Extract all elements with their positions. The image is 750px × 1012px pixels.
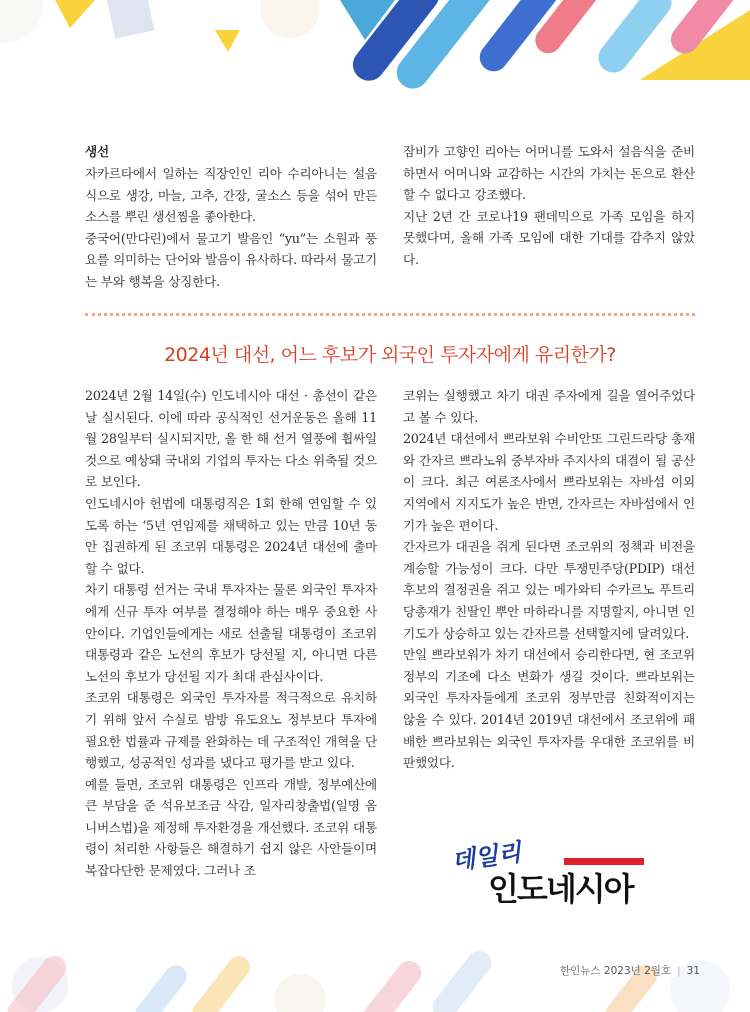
paragraph: 코위는 실행했고 차기 대권 주자에게 길을 열어주었다고 볼 수 있다. — [403, 388, 695, 425]
paragraph: 인도네시아 헌법에 대통령직은 1회 한해 연임할 수 있도록 하는 ‘5년 연임제를 채택하고 있는 만큼 10년 동안 집권하게 된 조코위 대통령은 2024년 대선에 출마할 수 없다. — [85, 495, 377, 576]
paragraph: 차기 대통령 선거는 국내 투자자는 물론 외국인 투자자에게 신규 투자 여부를 결정해야 하는 매우 중요한 사안이다. 기업인들에게는 새로 선출될 대통령이 조코위 대통령과 같은 노선의 후보가 당선될 지, 아니면 다른 노선의 후보가 당선될 지가 최대 관심사이다. — [85, 582, 377, 684]
paragraph: 만일 쁘라보워가 차기 대선에서 승리한다면, 현 조코위 정부의 기조에 다소 변화가 생길 것이다. 쁘라보워는 외국인 투자자들에게 조코위 정부만큼 친화적이지는 않을 수 있다. 2014년 2019년 대선에서 조코위에 패배한 쁘라보워는 외국인 투자자를 우대한 조코위를 비판했었다. — [403, 647, 695, 771]
top-right-column — [403, 141, 695, 271]
publication-name: 한인뉴스 2023년 2월호 — [560, 965, 672, 977]
section-divider — [85, 313, 695, 316]
page-footer — [560, 963, 700, 978]
footer-separator: | — [677, 965, 681, 977]
paragraph: 간자르가 대권을 쥐게 된다면 조코위의 정책과 비전을 계승할 가능성이 크다. 다만 투쟁민주당(PDIP) 대선 후보의 결정권을 쥐고 있는 메가와티 수카르노 푸트리 당총재가 친딸인 뿌안 마하라니를 지명할지, 아니면 인기도가 상승하고 있는 간자르를 선택할지에 달려있다. — [403, 539, 695, 641]
paragraph: 자카르타에서 일하는 직장인인 리아 수리아니는 설음식으로 생강, 마늘, 고추, 간장, 굴소스 등을 섞어 만든 소스를 뿌린 생선찜을 좋아한다. — [85, 166, 377, 225]
paragraph: 중국어(만다린)에서 물고기 발음인 “yu”는 소원과 풍요를 의미하는 단어와 발음이 유사하다. 따라서 물고기는 부와 행복을 상징한다. — [85, 230, 377, 289]
article-right-column — [403, 385, 695, 774]
article-left-column — [85, 385, 377, 882]
paragraph: 2024년 대선에서 쁘라보워 수비안또 그린드라당 총재와 간자르 쁘라노워 중부자바 주지사의 대결이 될 공산이 크다. 최근 여론조사에서 쁘라보워는 자바섬 이외 지역에서 지지도가 높은 반면, 간자르는 자바섬에서 인기가 높은 편이다. — [403, 431, 695, 533]
logo-top-text: 데일리 — [450, 838, 523, 876]
paragraph: 지난 2년 간 코로나19 팬데믹으로 가족 모임을 하지 못했다며, 올해 가족 모임에 대한 기대를 감추지 않았다. — [403, 208, 695, 267]
paragraph: 예를 들면, 조코위 대통령은 인프라 개발, 정부예산에 큰 부담을 준 석유보조금 삭감, 일자리창출법(일명 옴니버스법)을 제정해 투자환경을 개선했다. 조코위 대통령이 처리한 사항들은 해결하기 쉽지 않은 사안들이며 복잡다단한 문제였다. 그러나 조 — [85, 776, 377, 879]
paragraph: 2024년 2월 14일(수) 인도네시아 대선 · 총선이 같은 날 실시된다. 이에 따라 공식적인 선거운동은 올해 11월 28일부터 실시되지만, 올 한 해 선거 열풍에 휩싸일 것으로 예상돼 국내외 기업의 투자는 다소 위축될 것으로 보인다. — [85, 388, 377, 490]
logo-red-bar — [564, 858, 644, 865]
daily-indonesia-logo — [448, 836, 648, 906]
top-decoration — [0, 0, 750, 95]
logo-main-text: 인도네시아 — [488, 870, 633, 906]
paragraph: 조코위 대통령은 외국인 투자자를 적극적으로 유치하기 위해 앞서 수실로 밤방 유도요노 정부보다 투자에 필요한 법률과 규제를 완화하는 데 구조적인 개혁을 단행했고, 성공적인 성과를 냈다고 평가를 받고 있다. — [85, 690, 377, 771]
page-number: 31 — [686, 965, 700, 977]
article-title: 2024년 대선, 어느 후보가 외국인 투자자에게 유리한가? — [164, 344, 616, 366]
section-heading: 생선 — [85, 144, 109, 159]
paragraph: 잠비가 고향인 리아는 어머니를 도와서 설음식을 준비하면서 어머니와 교감하는 시간의 가치는 돈으로 환산할 수 없다고 강조했다. — [403, 144, 695, 203]
top-left-column — [85, 141, 377, 293]
